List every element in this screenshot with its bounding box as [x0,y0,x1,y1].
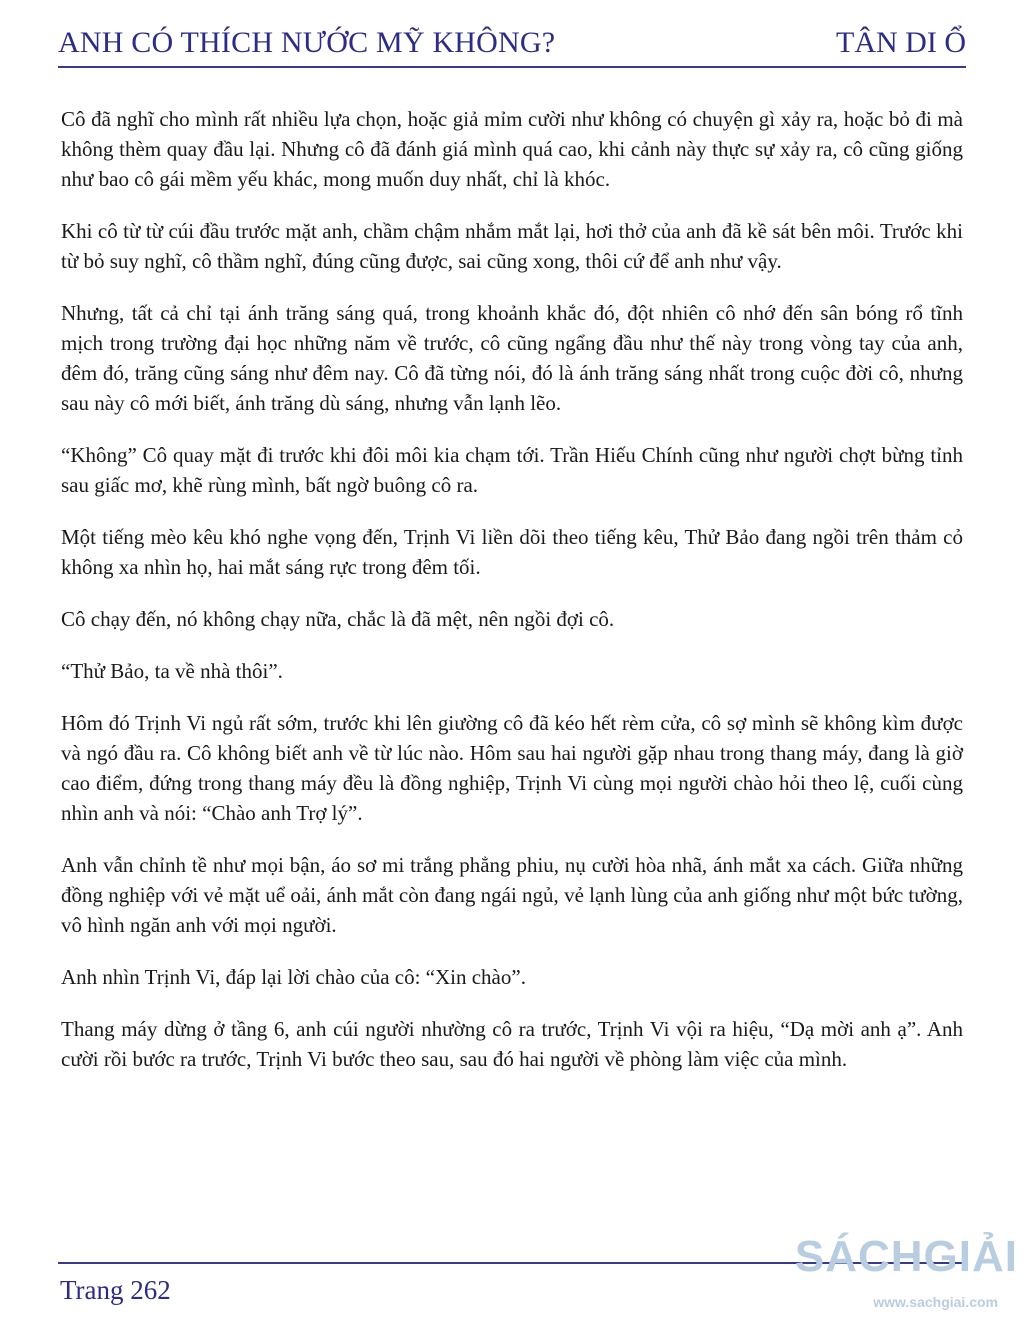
paragraph: “Không” Cô quay mặt đi trước khi đôi môi kia chạm tới. Trần Hiếu Chính cũng như người chợt bừng tỉnh sau giấc mơ, khẽ rùng mình, bất ngờ buông cô ra. [61,443,963,497]
paragraph: “Thử Bảo, ta về nhà thôi”. [61,659,283,683]
paragraph: Nhưng, tất cả chỉ tại ánh trăng sáng quá, trong khoảnh khắc đó, đột nhiên cô nhớ đến sân bóng rổ tĩnh mịch trong trường đại học những năm về trước, cô cũng ngẩng đầu như thế này trong vòng tay của anh, đêm đó, trăng cũng sáng như đêm nay. Cô đã từng nói, đó là ánh trăng sáng nhất trong cuộc đời cô, nhưng sau này cô mới biết, ánh trăng dù sáng, nhưng vẫn lạnh lẽo. [61,301,963,415]
book-author: TÂN DI Ổ [836,26,966,59]
paragraph: Khi cô từ từ cúi đầu trước mặt anh, chầm chậm nhắm mắt lại, hơi thở của anh đã kề sát bên môi. Trước khi từ bỏ suy nghĩ, cô thầm nghĩ, đúng cũng được, sai cũng xong, thôi cứ để anh như vậy. [61,219,963,273]
book-title: ANH CÓ THÍCH NƯỚC MỸ KHÔNG? [58,26,556,59]
paragraph: Anh nhìn Trịnh Vi, đáp lại lời chào của cô: “Xin chào”. [61,965,526,989]
watermark-logo: SÁCHGIẢI [794,1232,1018,1281]
paragraph: Cô đã nghĩ cho mình rất nhiều lựa chọn, hoặc giả mỉm cười như không có chuyện gì xảy ra, hoặc bỏ đi mà không thèm quay đầu lại. Nhưng cô đã đánh giá mình quá cao, khi cảnh này thực sự xảy ra, cô cũng giống như bao cô gái mềm yếu khác, mong muốn duy nhất, chỉ là khóc. [61,107,963,191]
paragraph: Anh vẫn chỉnh tề như mọi bận, áo sơ mi trắng phẳng phiu, nụ cười hòa nhã, ánh mắt xa cách. Giữa những đồng nghiệp với vẻ mặt uể oải, ánh mắt còn đang ngái ngủ, vẻ lạnh lùng của anh giống như một bức tường, vô hình ngăn anh với mọi người. [61,853,963,937]
paragraph: Hôm đó Trịnh Vi ngủ rất sớm, trước khi lên giường cô đã kéo hết rèm cửa, cô sợ mình sẽ không kìm được và ngó đầu ra. Cô không biết anh về từ lúc nào. Hôm sau hai người gặp nhau trong thang máy, đang là giờ cao điểm, đứng trong thang máy đều là đồng nghiệp, Trịnh Vi cùng mọi người chào hỏi theo lệ, cuối cùng nhìn anh và nói: “Chào anh Trợ lý”. [61,711,963,825]
watermark-url: www.sachgiai.com [873,1294,998,1310]
page-body [61,104,963,1096]
watermark [794,1232,1018,1318]
page-header [58,22,966,68]
paragraph: Thang máy dừng ở tầng 6, anh cúi người nhường cô ra trước, Trịnh Vi vội ra hiệu, “Dạ mời anh ạ”. Anh cười rồi bước ra trước, Trịnh Vi bước theo sau, sau đó hai người về phòng làm việc của mình. [61,1017,963,1071]
paragraph: Cô chạy đến, nó không chạy nữa, chắc là đã mệt, nên ngồi đợi cô. [61,607,615,631]
page-number: Trang 262 [60,1275,171,1305]
paragraph: Một tiếng mèo kêu khó nghe vọng đến, Trịnh Vi liền dõi theo tiếng kêu, Thử Bảo đang ngồi trên thảm cỏ không xa nhìn họ, hai mắt sáng rực trong đêm tối. [61,525,963,579]
